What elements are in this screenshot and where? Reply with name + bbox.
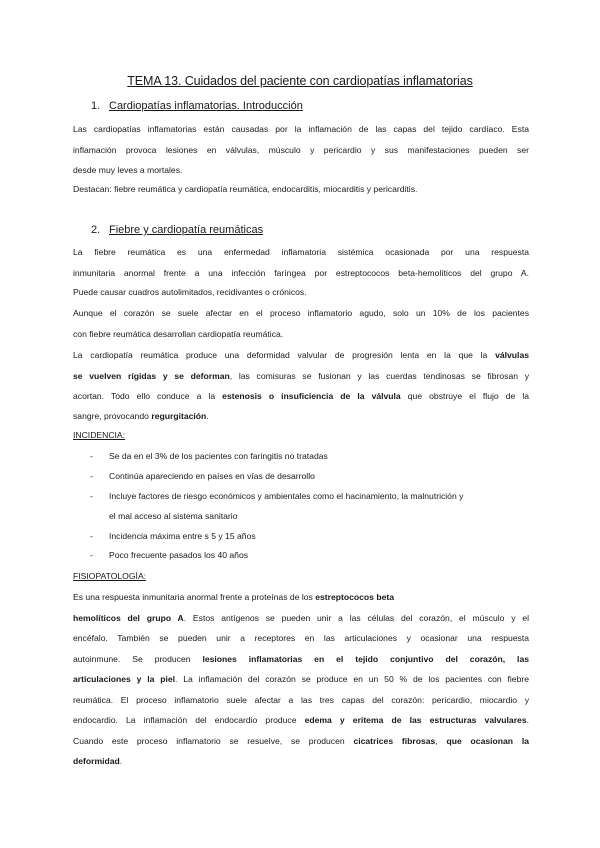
bullet-dash: - <box>90 550 93 560</box>
section-1-line: Destacan: fiebre reumática y cardiopatía reumática, endocarditis, miocarditis y pericarditis. <box>73 184 418 194</box>
paragraph-line: La cardiopatía reumática produce una deformidad valvular de progresión lenta en la que la válvulas <box>73 350 529 360</box>
paragraph-line: La fiebre reumática es una enfermedad inflamatoria sistémica ocasionada por una respuesta <box>73 247 529 257</box>
paragraph-line: deformidad. <box>73 756 123 766</box>
paragraph-line: hemolíticos del grupo A. Estos antígenos se pueden unir a las células del corazón, el músculo y el <box>73 613 530 623</box>
paragraph-line: articulaciones y la piel. La inflamación del corazón se produce en un 50 % de los pacientes con fiebre <box>73 674 529 684</box>
document-page: TEMA 13. Cuidados del paciente con cardiopatías inflamatorias 1. Cardiopatías inflamatorias. Introducción Las cardiopatías inflamatorias están causadas por la inflamación de las capas del tejido cardíaco. Esta inflamación provoca lesiones en válvulas, músculo y pericardio y sus manifestaciones pueden ser desde muy leves a mortales. Destacan: fiebre reumática y cardiopatía reumática, endocarditis, miocarditis y pericarditis. 2. Fiebre y cardiopatía reumáticas La fiebre reumática es una enfermedad inflamatoria sistémica ocasionada por una respuesta inmunitaria anormal frente a una infección faríngea por estreptococos beta-hemolíticos del grupo A. Puede causar cuadros autolimitados, recidivantes o crónicos. Aunque el corazón se suele afectar en el proceso inflamatorio agudo, solo un 10% de los pacientes con fiebre reumática desarrollan cardiopatía reumática. La cardiopatía reumática produce una deformidad valvular de progresión lenta en la que la válvulas se vuelven rígidas y se deforman, las comisuras se fusionan y las cuerdas tendinosas se fibrosan y acortan. Todo ello conduce a la estenosis o insuficiencia de la válvula que obstruye el flujo de la sangre, provocando regurgitación. INCIDENCIA: - Se da en el 3% de los pacientes con faringitis no tratadas - Continúa apareciendo en países en vías de desarrollo - Incluye factores de riesgo económicos y ambientales como el hacinamiento, la malnutrición y el mal acceso al sistema sanitario - Incidencia máxima entre s 5 y 15 años - Poco frecuente pasados los 40 años FISIOPATOLOGÍA: Es una respuesta inmunitaria anormal frente a proteínas de los estreptococos beta hemolíticos del grupo A. Estos antígenos se pueden unir a las células del corazón, el músculo y el encéfalo. También se pueden unir a receptores en las articulaciones y ocasionar una respuesta autoinmune. Se producen lesiones inflamatorias en el tejido conjuntivo del corazón, las articulaciones y la piel. La inflamación del corazón se produce en un 50 % de los pacientes con fiebre reumática. El proceso inflamatorio suele afectar a las tres capas del corazón: pericardio, miocardio y endocardio. La inflamación del endocardio produce edema y eritema de las estructuras valvulares. Cuando este proceso inflamatorio se resuelve, se producen cicatrices fibrosas, que ocasionan la deformidad. <box>0 0 600 848</box>
section-2-number: 2. <box>91 224 101 236</box>
section-1-line: Las cardiopatías inflamatorias están causadas por la inflamación de las capas del tejido cardíaco. Esta <box>73 124 529 134</box>
paragraph-line: autoinmune. Se producen lesiones inflamatorias en el tejido conjuntivo del corazón, las <box>73 654 530 664</box>
paragraph-line: acortan. Todo ello conduce a la estenosis o insuficiencia de la válvula que obstruye el flujo de la <box>73 391 530 401</box>
bullet-dash: - <box>90 451 93 461</box>
paragraph-line: reumática. El proceso inflamatorio suele afectar a las tres capas del corazón: pericardio, miocardio y <box>73 695 529 705</box>
section-2-title: Fiebre y cardiopatía reumáticas <box>109 224 264 236</box>
paragraph-line: endocardio. La inflamación del endocardio produce edema y eritema de las estructuras valvulares. <box>73 715 529 725</box>
section-1-title: Cardiopatías inflamatorias. Introducción <box>109 100 303 112</box>
bullet-dash: - <box>90 531 93 541</box>
section-1-line: desde muy leves a mortales. <box>73 165 183 175</box>
section-1-line: inflamación provoca lesiones en válvulas, músculo y pericardio y sus manifestaciones pueden ser <box>73 145 529 155</box>
section-1-number: 1. <box>91 100 101 112</box>
bullet-dash: - <box>90 491 93 501</box>
document-title: TEMA 13. Cuidados del paciente con cardiopatías inflamatorias <box>127 74 473 88</box>
paragraph-line: Aunque el corazón se suele afectar en el proceso inflamatorio agudo, solo un 10% de los pacientes <box>73 308 529 318</box>
paragraph-line: Cuando este proceso inflamatorio se resuelve, se producen cicatrices fibrosas, que ocasionan la <box>73 736 529 746</box>
paragraph-line: con fiebre reumática desarrollan cardiopatía reumática. <box>73 329 284 339</box>
bullet-dash: - <box>90 471 93 481</box>
section-1-heading <box>91 100 303 112</box>
paragraph-line: sangre, provocando regurgitación. <box>73 411 209 421</box>
incidencia-label: INCIDENCIA: <box>73 430 126 440</box>
paragraph-line: encéfalo. También se pueden unir a receptores en las articulaciones y ocasionar una respuesta <box>73 633 529 643</box>
paragraph-line: Puede causar cuadros autolimitados, recidivantes o crónicos. <box>73 287 307 297</box>
section-2-heading <box>91 224 263 236</box>
paragraph-line: inmunitaria anormal frente a una infección faríngea por estreptococos beta-hemolíticos del grupo A. <box>73 268 529 278</box>
paragraph-line: Es una respuesta inmunitaria anormal frente a proteínas de los estreptococos beta <box>73 592 395 602</box>
paragraph-line: se vuelven rígidas y se deforman, las comisuras se fusionan y las cuerdas tendinosas se fibrosan y <box>73 371 529 381</box>
fisiopatologia-label: FISIOPATOLOGÍA: <box>73 571 147 581</box>
